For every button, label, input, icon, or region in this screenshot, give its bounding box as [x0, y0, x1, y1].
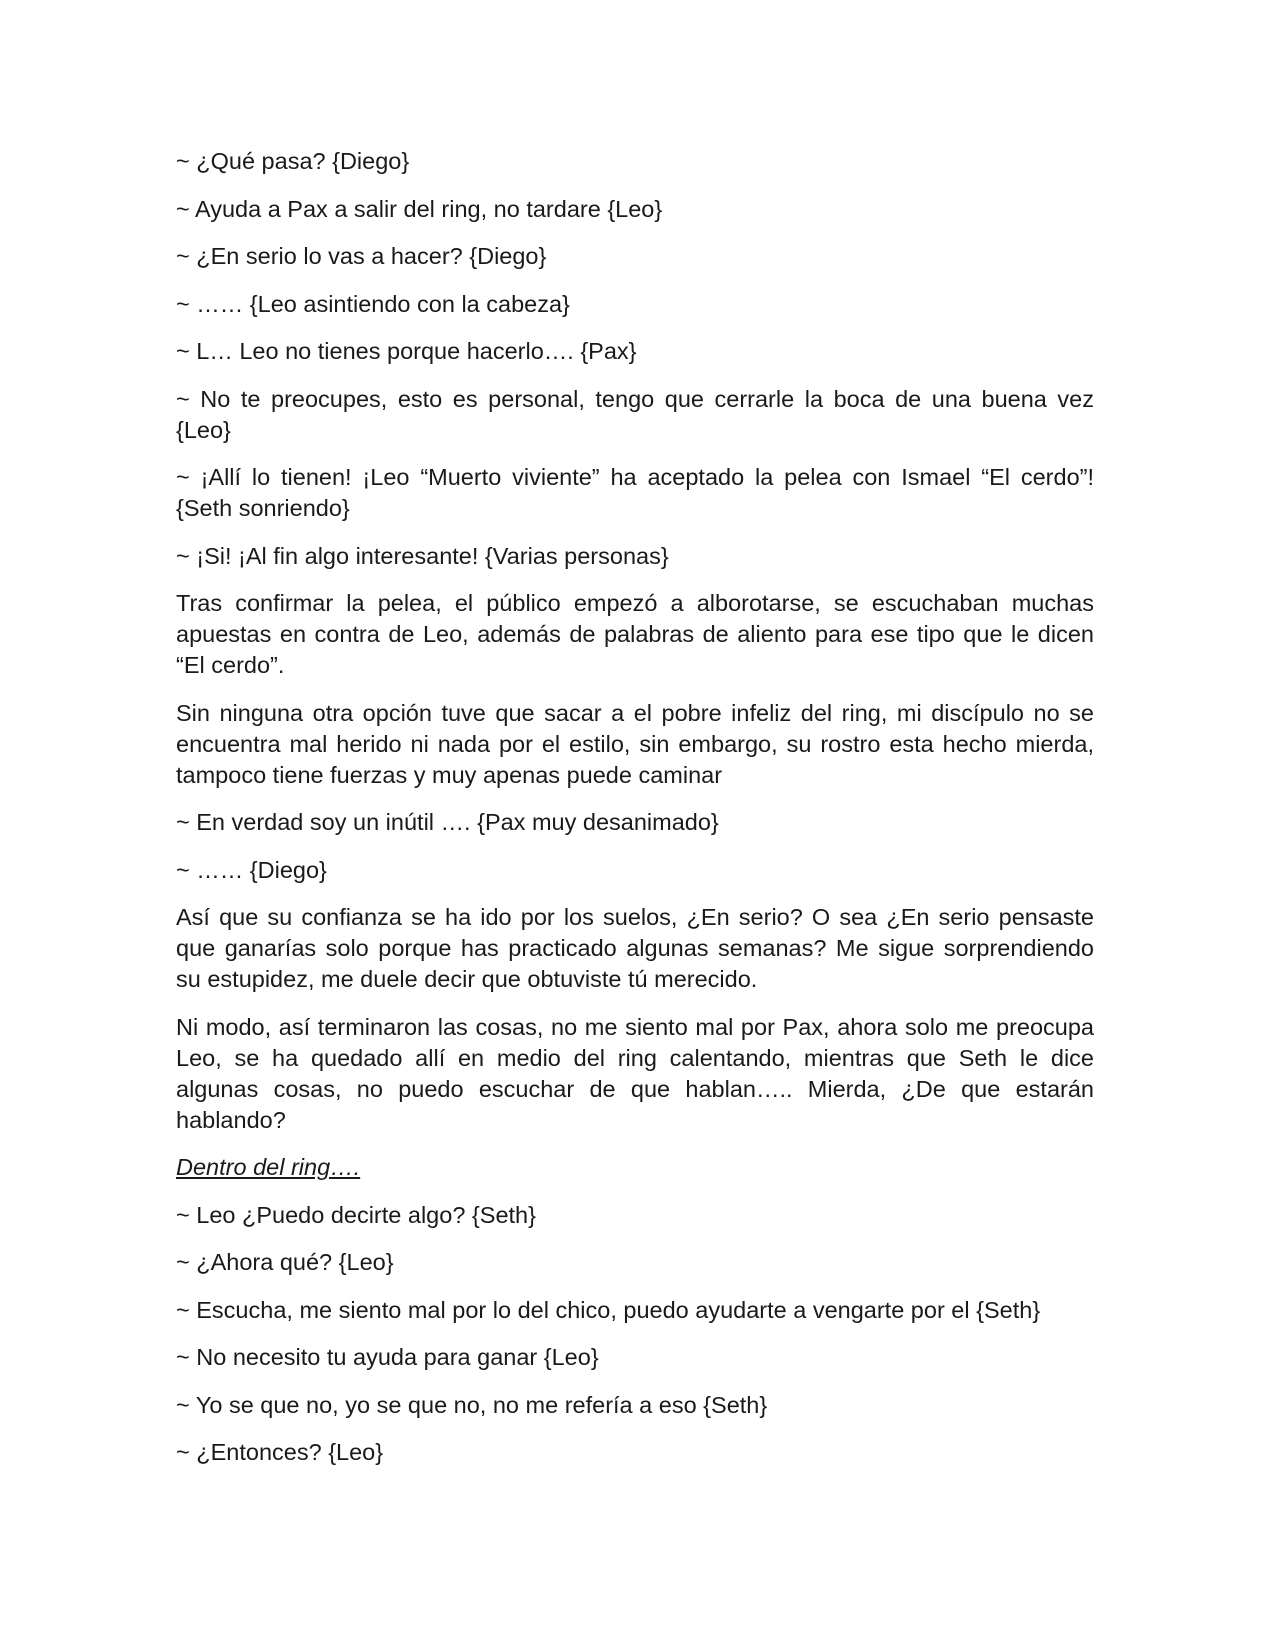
dialogue-line: ~ No necesito tu ayuda para ganar {Leo}: [176, 1344, 599, 1370]
dialogue-line: ~ Yo se que no, yo se que no, no me refería a eso {Seth}: [176, 1391, 768, 1418]
document-page: [176, 146, 1094, 1485]
dialogue-line: ~ En verdad soy un inútil …. {Pax muy desanimado}: [176, 809, 719, 835]
narration-paragraph: Sin ninguna otra opción tuve que sacar a el pobre infeliz del ring, mi discípulo no se encuentra mal herido ni nada por el estilo, sin embargo, su rostro esta hecho mierda, tampoco tiene fuerzas y muy apenas puede caminar: [176, 699, 1094, 788]
dialogue-line: ~ Ayuda a Pax a salir del ring, no tardare {Leo}: [176, 195, 663, 222]
narration-paragraph: Así que su confianza se ha ido por los suelos, ¿En serio? O sea ¿En serio pensaste que ganarías solo porque has practicado algunas semanas? Me sigue sorprendiendo su estupidez, me duele decir que obtuviste tú merecido.: [176, 904, 1094, 992]
dialogue-line: ~ L… Leo no tienes porque hacerlo…. {Pax}: [176, 338, 637, 364]
dialogue-line: ~ ¿Qué pasa? {Diego}: [176, 148, 410, 174]
narration-paragraph: Ni modo, así terminaron las cosas, no me siento mal por Pax, ahora solo me preocupa Leo, se ha quedado allí en medio del ring calentando, mientras que Seth le dice algunas cosas, no puedo escuchar de que hablan….. Mierda, ¿De que estarán hablando?: [176, 1013, 1094, 1133]
dialogue-line: ~ ¡Allí lo tienen! ¡Leo “Muerto viviente” ha aceptado la pelea con Ismael “El cerdo”! {Seth sonriendo}: [176, 464, 1094, 521]
dialogue-line: ~ …… {Diego}: [176, 856, 327, 883]
narration-paragraph: Tras confirmar la pelea, el público empezó a alborotarse, se escuchaban muchas apuestas en contra de Leo, además de palabras de aliento para ese tipo que le dicen “El cerdo”.: [176, 590, 1094, 678]
dialogue-line: ~ ¿En serio lo vas a hacer? {Diego}: [176, 243, 547, 269]
scene-heading: Dentro del ring….: [176, 1154, 361, 1180]
dialogue-line: ~ Escucha, me siento mal por lo del chico, puedo ayudarte a vengarte por el {Seth}: [176, 1296, 1041, 1323]
dialogue-line: ~ No te preocupes, esto es personal, tengo que cerrarle la boca de una buena vez {Leo}: [176, 385, 1094, 443]
dialogue-line: ~ …… {Leo asintiendo con la cabeza}: [176, 290, 570, 317]
dialogue-line: ~ ¿Entonces? {Leo}: [176, 1439, 384, 1465]
dialogue-line: ~ Leo ¿Puedo decirte algo? {Seth}: [176, 1201, 536, 1228]
dialogue-line: ~ ¿Ahora qué? {Leo}: [176, 1249, 394, 1275]
dialogue-line: ~ ¡Si! ¡Al fin algo interesante! {Varias personas}: [176, 542, 669, 569]
